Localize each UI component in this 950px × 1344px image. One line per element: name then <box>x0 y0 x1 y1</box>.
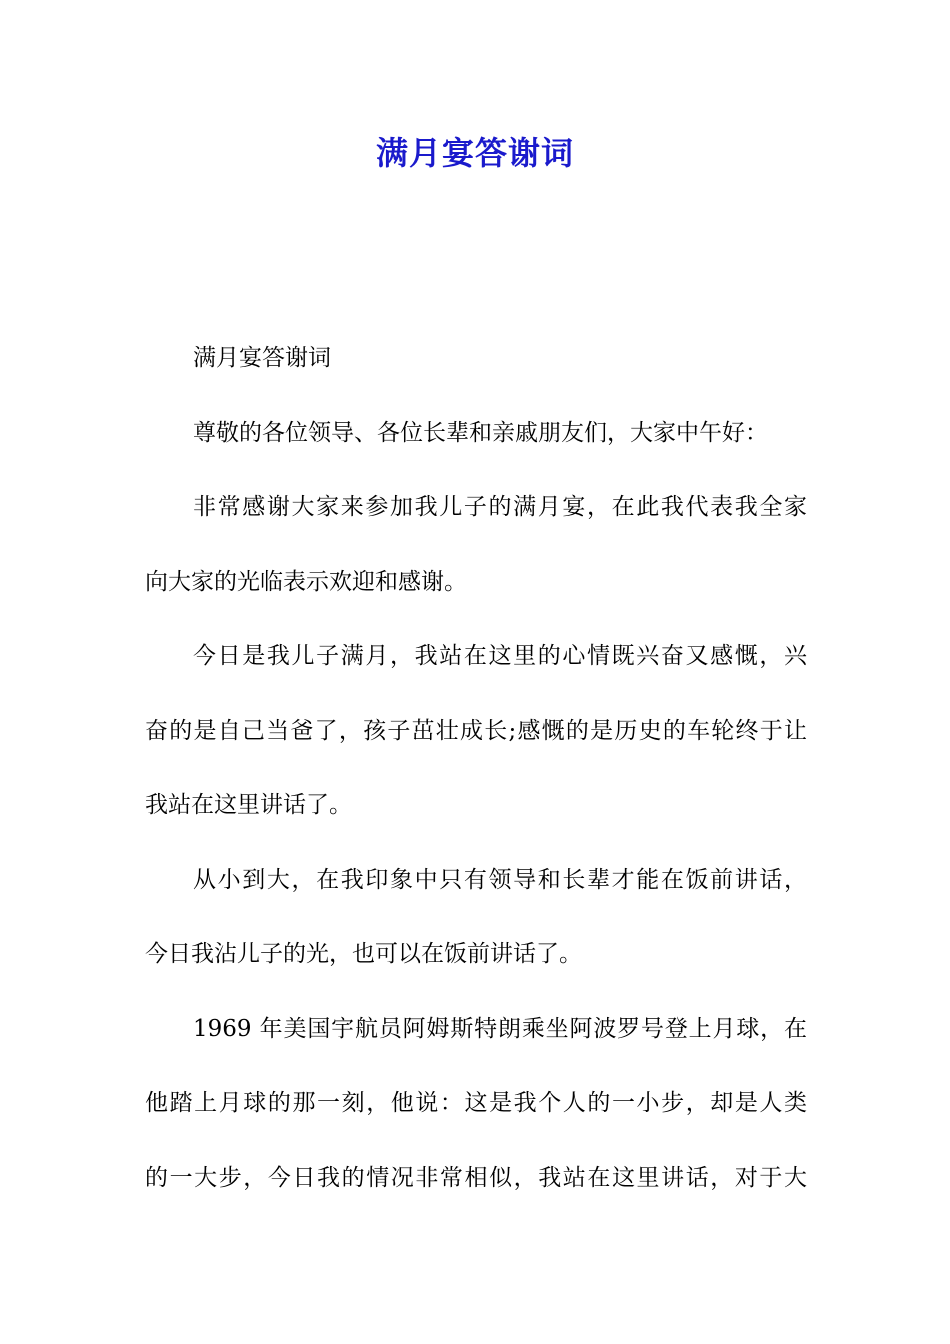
document-body <box>145 340 807 1234</box>
text-line: 向大家的光临表示欢迎和感谢。 <box>145 568 467 595</box>
text-line: 的一大步，今日我的情况非常相似，我站在这里讲话，对于大 <box>145 1164 807 1191</box>
text-line: 今日我沾儿子的光，也可以在饭前讲话了。 <box>145 941 582 967</box>
text-line: 非常感谢大家来参加我儿子的满月宴，在此我代表我全家 <box>193 494 807 520</box>
text-line: 我站在这里讲话了。 <box>145 792 352 818</box>
text-line: 1969 年美国宇航员阿姆斯特朗乘坐阿波罗号登上月球，在 <box>193 1015 807 1042</box>
document-title: 满月宴答谢词 <box>375 134 574 172</box>
text-line: 今日是我儿子满月，我站在这里的心情既兴奋又感慨，兴 <box>193 643 807 669</box>
text-line: 满月宴答谢词 <box>193 345 331 371</box>
text-line: 尊敬的各位领导、各位长辈和亲戚朋友们，大家中午好： <box>193 419 768 446</box>
text-line: 奋的是自己当爸了，孩子茁壮成长;感慨的是历史的车轮终于让 <box>145 717 807 744</box>
text-line: 从小到大，在我印象中只有领导和长辈才能在饭前讲话， <box>193 866 807 893</box>
text-line: 他踏上月球的那一刻，他说：这是我个人的一小步，却是人类 <box>145 1090 807 1116</box>
